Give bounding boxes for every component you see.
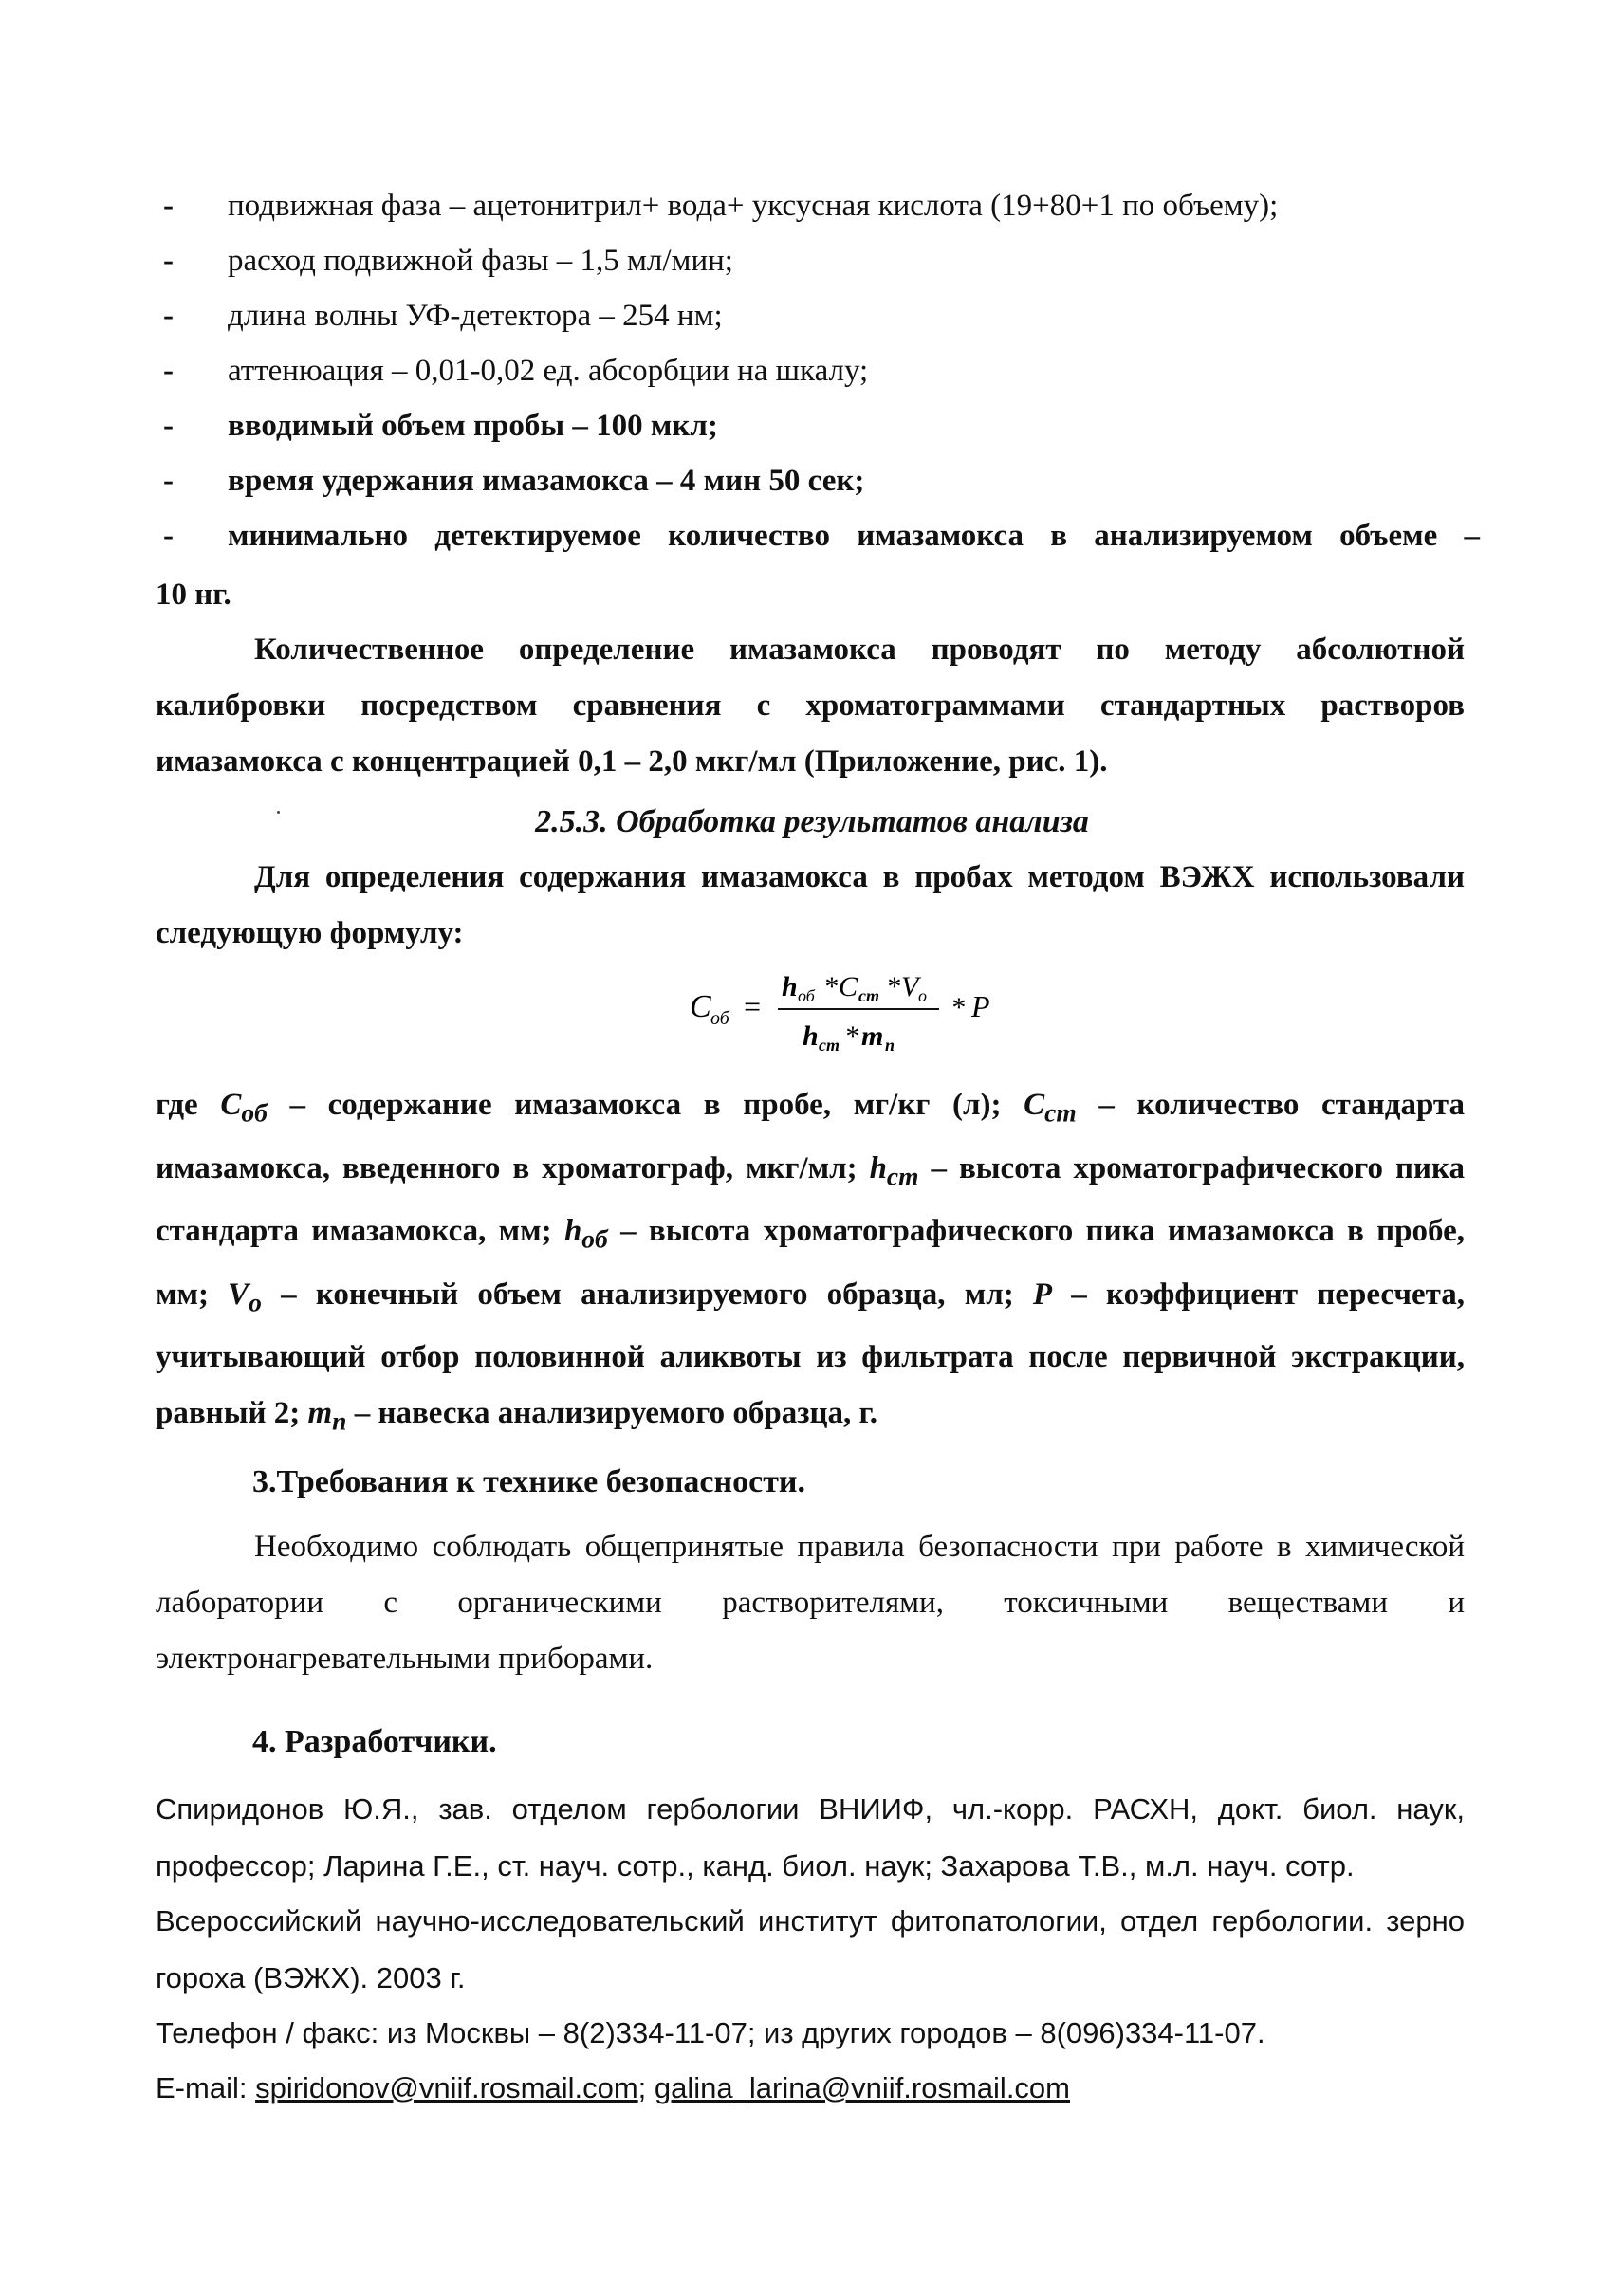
formula-den-m-sub: п — [885, 1036, 895, 1055]
list-item: - время удержания имазамокса – 4 мин 50 сек; — [163, 464, 865, 498]
list-item: - минимально детектируемое количество имазамокса в анализируемом объеме – — [163, 519, 1480, 553]
list-item: - подвижная фаза – ацетонитрил+ вода+ уксусная кислота (19+80+1 по объему); — [163, 189, 1279, 223]
list-item: - расход подвижной фазы – 1,5 мл/мин; — [163, 244, 733, 278]
concentration-formula — [685, 958, 1026, 1062]
chromatography-conditions-list — [152, 178, 1480, 563]
list-item: - аттенюация – 0,01-0,02 ед. абсорбции на шкалу; — [163, 354, 869, 388]
formula-star-1: * — [823, 971, 838, 1002]
formula-equals: = — [742, 989, 763, 1023]
safety-paragraph: Необходимо соблюдать общепринятые правила безопасности при работе в химической лаборатории с органическими растворителями, токсичными веществами и электронагревательными приборами. — [156, 1530, 1465, 1676]
list-item: - вводимый объем пробы – 100 мкл; — [163, 409, 718, 443]
email-link-spiridonov[interactable]: spiridonov@vniif.rosmail.com — [255, 2071, 638, 2104]
email-link-larina[interactable]: galina_larina@vniif.rosmail.com — [654, 2071, 1070, 2104]
developers-paragraph: Спиридонов Ю.Я., зав. отделом гербологии ВНИИФ, чл.-корр. РАСХН, докт. биол. наук, профессор; Ларина Г.Е., ст. науч. сотр., канд. биол. наук; Захарова Т.В., м.л. науч. сотр. — [156, 1792, 1465, 1883]
bullet-tail: 10 нг. — [156, 578, 231, 612]
variables-definition-paragraph: где $C_{об}$ – содержание имазамокса в пробе, мг/кг (л); $C_{ст}$ – количество стандарта имазамокса, введенного в хроматограф, мкг/мл; $h_{ст}$ – высота хроматографического пика стандарта имазамокса, мм; $h_{об}$ – высота хроматографического пика имазамокса в пробе, мм; $V_о$ – конечный объем анализируемого образца, мл; P – коэффициент пересчета, учитывающий отбор половинной аликвоты из фильтрата после первичной экстракции, равный 2; $m_п$ – навеска анализируемого образца, г. — [156, 1088, 1465, 1436]
formula-den-h: h — [803, 1020, 819, 1052]
formula-num-c: C — [839, 971, 858, 1002]
phone-fax-line: Телефон / факс: из Москвы – 8(2)334-11-07; из других городов – 8(096)334-11-07. — [156, 2016, 1265, 2049]
institute-paragraph: Всероссийский научно-исследовательский институт фитопатологии, отдел гербологии. зерно гороха (ВЭЖХ). 2003 г. — [156, 1904, 1465, 1994]
formula-num-v: V — [901, 971, 919, 1002]
formula-star-4: * — [950, 992, 965, 1023]
formula-num-h-sub: об — [798, 986, 815, 1005]
developers-heading: 4. Разработчики. — [252, 1724, 497, 1759]
formula-p: P — [971, 989, 990, 1023]
formula-intro-paragraph: Для определения содержания имазамокса в пробах методом ВЭЖХ использовали следующую формулу: — [156, 860, 1465, 950]
calibration-paragraph: Количественное определение имазамокса проводят по методу абсолютной калибровки посредством сравнения с хроматограммами стандартных растворов имазамокса с концентрацией 0,1 – 2,0 мкг/мл (Приложение, рис. 1). — [156, 633, 1465, 779]
email-line: E-mail: spiridonov@vniif.rosmail.com; galina_larina@vniif.rosmail.com — [156, 2071, 1070, 2104]
section-title-processing: 2.5.3. Обработка результатов анализа — [535, 804, 1089, 839]
formula-den-m: m — [861, 1020, 884, 1052]
formula-star-2: * — [886, 971, 900, 1002]
formula-star-3: * — [844, 1020, 858, 1052]
formula-lhs: C — [690, 989, 711, 1024]
formula-den-h-sub: ст — [819, 1036, 840, 1055]
formula-num-c-sub: ст — [858, 986, 879, 1005]
list-item: - длина волны УФ-детектора – 254 нм; — [163, 299, 723, 333]
formula-lhs-sub: об — [710, 1008, 729, 1029]
formula-num-v-sub: о — [918, 986, 927, 1005]
formula-num-h: h — [782, 971, 798, 1002]
safety-heading: 3.Требования к технике безопасности. — [252, 1464, 805, 1499]
